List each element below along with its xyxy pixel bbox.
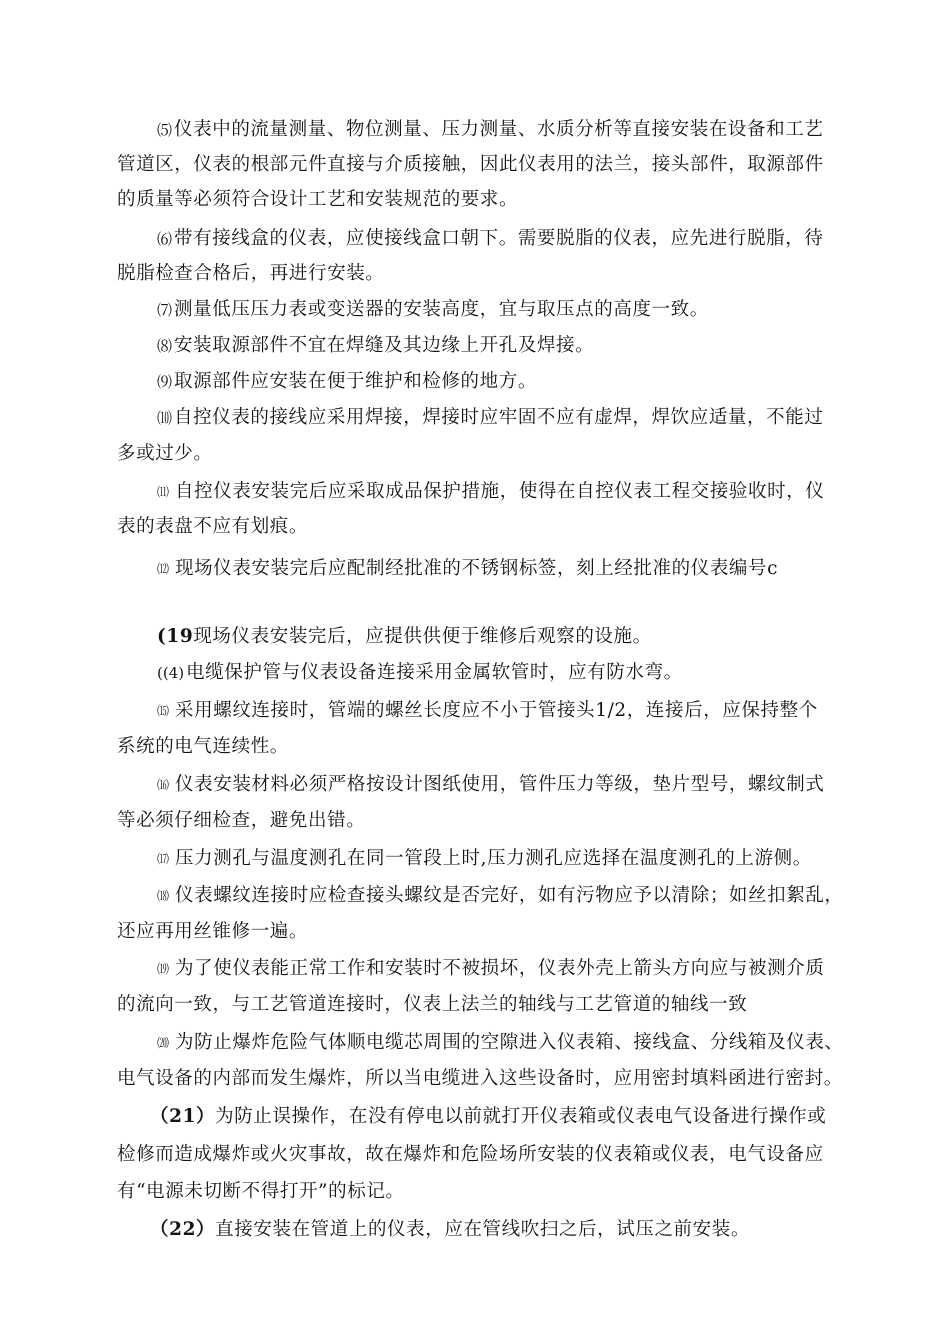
item-20-line-2: 电气设备的内部而发生爆炸，所以当电缆进入这些设备时，应用密封填料函进行密封。 bbox=[117, 1068, 843, 1089]
item-11-marker: ⑾ bbox=[157, 485, 170, 499]
item-20-line-1: ⒇ 为防止爆炸危险气体顺电缆芯周围的空隙进入仪表箱、接线盒、分线箱及仪表、 bbox=[157, 1032, 844, 1053]
item-21-line-3: 有“电源未切断不得打开”的标记。 bbox=[117, 1181, 405, 1202]
item-17-marker: ⒄ bbox=[157, 852, 170, 866]
item-19-line-2: 的流向一致，与工艺管道连接时，仪表上法兰的轴线与工艺管道的轴线一致 bbox=[117, 994, 748, 1015]
item-13-line-1: (19现场仪表安装完后，应提供供便于维修后观察的设施。 bbox=[157, 626, 652, 647]
item-19-marker: ⒆ bbox=[157, 962, 170, 976]
item-18-marker: ⒅ bbox=[157, 889, 170, 903]
item-7-line-1: ⑺ 测量低压压力表或变送器的安装高度，宜与取压点的高度一致。 bbox=[157, 299, 709, 320]
item-10-line-1: ⑽ 自控仪表的接线应采用焊接，焊接时应牢固不应有虚焊，焊饮应适量，不能过 bbox=[157, 407, 824, 428]
item-6-line-1: ⑹ 带有接线盒的仪表，应使接线盒口朝下。需要脱脂的仪表，应先进行脱脂，待 bbox=[157, 228, 824, 249]
item-15-line-2: 系统的电气连续性。 bbox=[117, 736, 289, 757]
item-5-line-2: 管道区，仪表的根部元件直接与介质接触，因此仪表用的法兰，接头部件，取源部件 bbox=[117, 154, 824, 175]
item-11-line-1: ⑾ 自控仪表安装完后应采取成品保护措施，使得在自控仪表工程交接验收时，仪 bbox=[157, 481, 825, 502]
item-16-line-1: ⒃ 仪表安装材料必须严格按设计图纸使用，管件压力等级，垫片型号，螺纹制式 bbox=[157, 774, 825, 795]
item-18-line-2: 还应再用丝锥修一遍。 bbox=[117, 921, 309, 942]
item-18-line-1: ⒅ 仪表螺纹连接时应检查接头螺纹是否完好，如有污物应予以清除；如丝扣絮乱， bbox=[157, 885, 844, 906]
item-6-marker: ⑹ bbox=[157, 230, 173, 248]
item-22-marker: （22） bbox=[150, 1219, 216, 1240]
item-6-line-2: 脱脂检查合格后，再进行安装。 bbox=[117, 263, 385, 284]
item-16-marker: ⒃ bbox=[157, 778, 170, 792]
item-15-marker: ⒂ bbox=[157, 704, 170, 718]
item-12-line-1: ⑿ 现场仪表安装完后应配制经批准的不锈钢标签，刻上经批准的仪表编号c bbox=[157, 558, 779, 579]
item-10-marker: ⑽ bbox=[157, 409, 173, 427]
item-17-line-1: ⒄ 压力测孔与温度测孔在同一管段上时,压力测孔应选择在温度测孔的上游侧。 bbox=[157, 848, 812, 869]
item-8-marker: ⑻ bbox=[157, 337, 173, 355]
item-10-line-2: 多或过少。 bbox=[117, 443, 213, 464]
item-9-line-1: ⑼ 取源部件应安装在便于维护和检修的地方。 bbox=[157, 371, 537, 392]
item-16-line-2: 等必须仔细检查，避免出错。 bbox=[117, 810, 366, 831]
item-7-marker: ⑺ bbox=[157, 301, 173, 319]
item-5-line-3: 的质量等必须符合设计工艺和安装规范的要求。 bbox=[117, 189, 519, 210]
item-20-marker: ⒇ bbox=[157, 1036, 170, 1050]
item-21-line-1: （21）为防止误操作，在没有停电以前就打开仪表箱或仪表电气设备进行操作或 bbox=[150, 1106, 827, 1127]
item-15-line-1: ⒂ 采用螺纹连接时，管端的螺丝长度应不小于管接头1/2，连接后，应保持整个 bbox=[157, 700, 818, 721]
item-5-marker: ⑸ bbox=[157, 121, 173, 139]
item-22-line-1: （22）直接安装在管道上的仪表，应在管线吹扫之后，试压之前安装。 bbox=[150, 1219, 750, 1240]
item-8-line-1: ⑻ 安装取源部件不宜在焊缝及其边缘上开孔及焊接。 bbox=[157, 335, 595, 356]
item-11-line-2: 表的表盘不应有划痕。 bbox=[117, 516, 309, 537]
item-21-line-2: 检修而造成爆炸或火灾事故，故在爆炸和危险场所安装的仪表箱或仪表，电气设备应 bbox=[117, 1144, 824, 1165]
item-14-line-1: ((4) 电缆保护管与仪表设备连接采用金属软管时，应有防水弯。 bbox=[157, 662, 683, 683]
item-19-line-1: ⒆ 为了使仪表能正常工作和安装时不被损坏，仪表外壳上箭头方向应与被测介质 bbox=[157, 958, 825, 979]
item-14-marker: ((4) bbox=[157, 664, 185, 682]
item-12-marker: ⑿ bbox=[157, 562, 170, 576]
item-21-marker: （21） bbox=[150, 1106, 216, 1127]
item-5-line-1: ⑸ 仪表中的流量测量、物位测量、压力测量、水质分析等直接安装在设备和工艺 bbox=[157, 119, 824, 140]
item-13-marker: (19 bbox=[157, 626, 194, 647]
item-9-marker: ⑼ bbox=[157, 373, 173, 391]
